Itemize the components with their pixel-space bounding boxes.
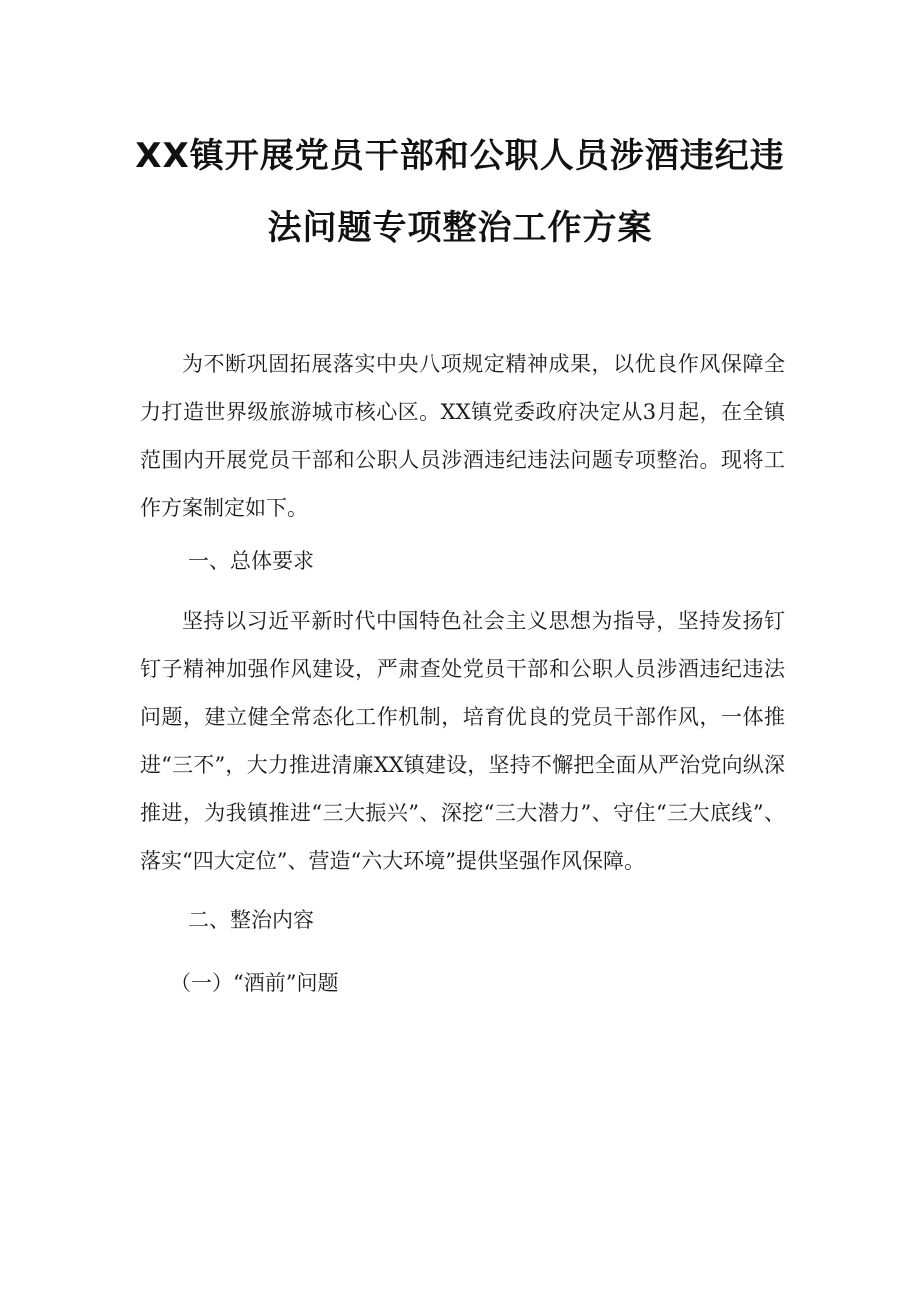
document-title-line-2: 法问题专项整治工作方案 <box>267 208 653 248</box>
intro-paragraph-block <box>140 340 785 532</box>
subsection-heading-before-drinking: （一）“酒前”问题 <box>170 971 339 995</box>
section1-paragraph-block <box>140 597 785 885</box>
intro-paragraph: 为不断巩固拓展落实中央八项规定精神成果，以优良作风保障全力打造世界级旅游城市核心区。XX镇党委政府决定从3月起，在全镇范围内开展党员干部和公职人员涉酒违纪违法问题专项整治。现将工作方案制定如下。 <box>140 352 785 520</box>
section-heading-general-requirements: 一、总体要求 <box>188 549 314 573</box>
document-title-line-1: XX镇开展党员干部和公职人员涉酒违纪违 <box>135 136 785 176</box>
section-heading-rectification-content: 二、整治内容 <box>188 908 314 932</box>
section1-paragraph: 坚持以习近平新时代中国特色社会主义思想为指导，坚持发扬钉钉子精神加强作风建设，严肃查处党员干部和公职人员涉酒违纪违法问题，建立健全常态化工作机制，培育优良的党员干部作风，一体推进“三不”，大力推进清廉XX镇建设，坚持不懈把全面从严治党向纵深推进，为我镇推进“三大振兴”、深挖“三大潜力”、守住“三大底线”、落实“四大定位”、营造“六大环境”提供坚强作风保障。 <box>140 609 785 873</box>
